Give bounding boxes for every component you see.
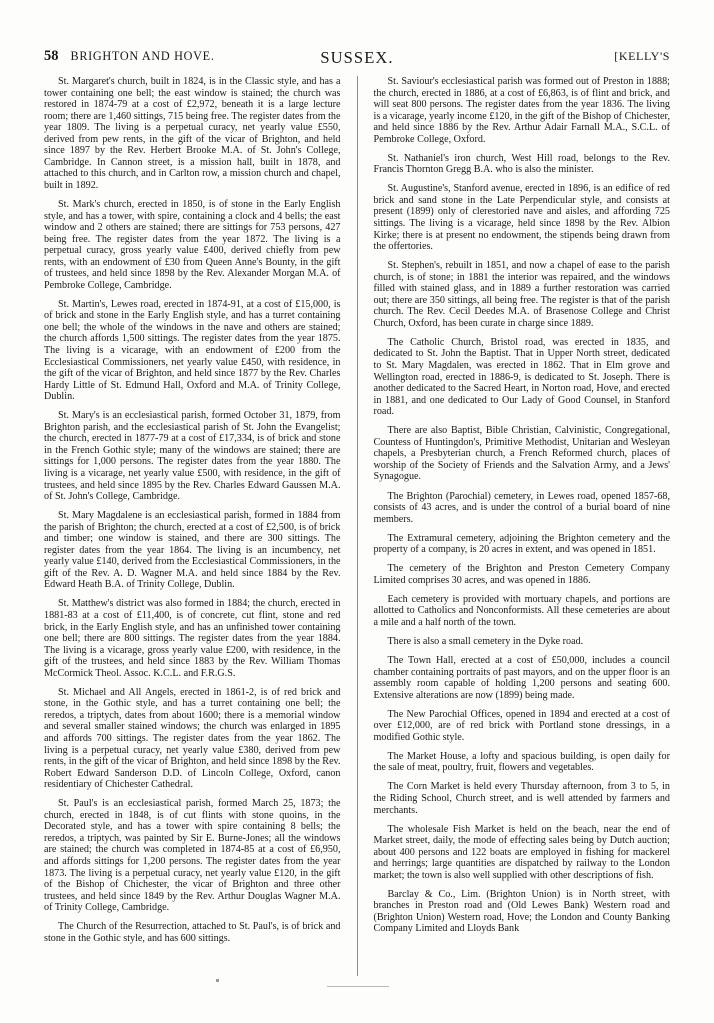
paragraph: The Market House, a lofty and spacious building, is open daily for the sale of meat, poultry, fruit, flowers and vegetables. — [373, 750, 670, 774]
running-head-place: BRIGHTON AND HOVE. — [70, 49, 215, 63]
paragraph: St. Mary's is an ecclesiastical parish, formed October 31, 1879, from Brighton parish, and the ecclesiastical parish of St. John the Evangelist; the church, erected in 1877-79 at a cost of £17,334, is of brick and stone in the French Gothic style; many of the windows are stained; there are sittings for 1,000 persons. The register dates from the year 1880. The living is a vicarage, net yearly value £500, with residence, in the gift of trustees, and held since 1895 by the Rev. Charles Edward Gaussen M.A. of St. John's College, Cambridge. — [44, 410, 341, 503]
running-head-county: SUSSEX. — [320, 48, 394, 67]
paragraph: There is also a small cemetery in the Dyke road. — [387, 635, 584, 647]
paragraph: St. Saviour's ecclesiastical parish was formed out of Preston in 1888; the church, erected in 1886, at a cost of £6,863, is of flint and brick, and will seat 800 persons. The register dates from the year 1836. The living is a vicarage, yearly income £120, in the gift of the Bishop of Chichester, and held since 1886 by the Rev. Arthur Adair Farnall M.A., S.C.L. of Pembroke College, Oxford. — [373, 76, 671, 145]
running-head-publisher: [KELLY'S — [614, 49, 670, 63]
paragraph: The Brighton (Parochial) cemetery, in Lewes road, opened 1857-68, consists of 43 acres, and is under the control of a burial board of nine members. — [373, 490, 670, 525]
column-right — [358, 76, 671, 976]
paragraph: St. Stephen's, rebuilt in 1851, and now a chapel of ease to the parish church, is of stone; in 1881 the interior was repaired, and the windows filled with stained glass, and in 1889 a further restoration was carried out; there are 350 sittings, all being free. The register is that of the parish church. The Rev. Cecil Deedes M.A. of Brasenose College and Christ Church, Oxford, has been curate in charge since 1889. — [373, 260, 670, 329]
paragraph: St. Nathaniel's iron church, West Hill road, belongs to the Rev. Francis Thornton Gregg B.A. who is also the minister. — [373, 152, 670, 176]
paragraph: The New Parochial Offices, opened in 1894 and erected at a cost of over £12,000, are of red brick with Portland stone dressings, in a modified Gothic style. — [373, 708, 670, 743]
paragraph: St. Matthew's district was also formed in 1884; the church, erected in 1881-83 at a cost of £11,400, is of concrete, cut flint, stone and red brick, in the Early English style, and has an unfinished tower containing one bell; there are 800 sittings. The register dates from the year 1884. The living is a vicarage, gross yearly value £200, with residence, in the gift of the trustees, and held since 1883 by the Rev. William Thomas McCormick Theol. Assoc. K.C.L. and F.R.G.S. — [44, 598, 341, 679]
paragraph: St. Mark's church, erected in 1850, is of stone in the Early English style, and has a tower, with spire, containing a clock and 4 bells; the east window and 2 others are stained; there are sittings for 753 persons, 427 being free. The register dates from the year 1872. The living is a perpetual curacy, gross yearly value £400, derived chiefly from pew rents, with an endowment of £30 from Queen Anne's Bounty, in the gift of trustees, and held since 1898 by the Rev. Alexander Morgan M.A. of Pembroke College, Cambridge. — [44, 198, 341, 291]
paragraph: St. Margaret's church, built in 1824, is in the Classic style, and has a tower containing one bell; the east window is stained; the church was restored in 1874-79 at a cost of £2,972, beneath it is a large lecture room; there are 1,460 sittings, 715 being free. The register dates from the year 1809. The living is a perpetual curacy, net yearly value £550, derived from pew rents, in the gift of the vicar of Brighton, and held since 1897 by the Rev. Herbert Brooke M.A. of St. John's College, Cambridge. In Cannon street, is a mission hall, built in 1878, and attached to this church, and in Carlton row, a mission church and chapel, built in 1892. — [44, 76, 341, 191]
page-speck — [216, 979, 219, 982]
paragraph: The Town Hall, erected at a cost of £50,000, includes a council chamber containing portraits of past mayors, and on the upper floor is an assembly room capable of holding 1,200 persons and seating 600. Extensive alterations are now (1899) being made. — [373, 655, 670, 701]
paragraph: The wholesale Fish Market is held on the beach, near the end of Market street, daily, the mode of effecting sales being by Dutch auction; about 400 persons and 122 boats are employed in fishing for mackerel and herrings; large quantities are dispatched by railway to the London market; the town is also well supplied with other descriptions of fish. — [373, 823, 670, 881]
paragraph: The Corn Market is held every Thursday afternoon, from 3 to 5, in the Riding School, Church street, and is well attended by farmers and merchants. — [373, 781, 670, 816]
paragraph: St. Martin's, Lewes road, erected in 1874-91, at a cost of £15,000, is of brick and stone in the Early English style, and has a turret containing one bell; the whole of the windows in the nave and others are stained; the church affords 1,500 sittings. The register dates from the year 1875. The living is a vicarage, with an endowment of £200 from the Ecclesiastical Commissioners, net yearly value £450, with residence, in the gift of the vicar of Brighton, and held since 1877 by the Rev. Charles Hardy Little of St. Edmund Hall, Oxford and M.A. of Trinity College, Dublin. — [44, 298, 341, 403]
footer-rule — [327, 986, 389, 987]
paragraph: St. Augustine's, Stanford avenue, erected in 1896, is an edifice of red brick and sand stone in the Late Perpendicular style, and consists at present (1899) only of clerestoried nave and aisles, and affording 725 sittings. The living is a vicarage, held since 1898 by the Rev. Albion Kirke; there is at present no endowment, the stipends being drawn from the offertories. — [373, 183, 670, 253]
paragraph: Each cemetery is provided with mortuary chapels, and portions are allotted to Catholics and Nonconformists. All these cemeteries are about a mile and a half north of the town. — [373, 593, 670, 628]
running-head-left — [44, 48, 215, 65]
running-head — [44, 48, 670, 70]
paragraph: There are also Baptist, Bible Christian, Calvinistic, Congregational, Countess of Huntingdon's, Primitive Methodist, Unitarian and Wesleyan chapels, a Presbyterian church, a French Reformed church, places of worship of the Society of Friends and the Salvation Army, and a Jews' Synagogue. — [373, 425, 670, 483]
paragraph: St. Michael and All Angels, erected in 1861-2, is of red brick and stone, in the Gothic style, and has a turret containing one bell; the reredos, a triptych, dates from about 1600; there is a memorial window and several smaller stained windows; the church was enlarged in 1895 and affords 700 sittings. The register dates from the year 1862. The living is a perpetual curacy, net yearly value £380, derived from pew rents, in the gift of the vicar of Brighton, and held since 1898 by the Rev. Robert Edward Sanderson D.D. of Lincoln College, Oxford, canon residentiary of Chichester Cathedral. — [44, 686, 341, 791]
paragraph: Barclay & Co., Lim. (Brighton Union) is in North street, with branches in Preston road and (Old Lewes Bank) Western road and (Brighton Union) Western road, Hove; the London and County Banking Company Limited and Lloyds Bank — [373, 888, 670, 935]
paragraph: St. Paul's is an ecclesiastical parish, formed March 25, 1873; the church, erected in 1848, is of cut flints with stone quoins, in the Decorated style, and has a tower with spire containing 8 bells; the reredos, a triptych, was painted by Sir E. Burne-Jones; all the windows are stained; the church was completed in 1874-85 at a cost of £6,950, and affords sittings for 1,200 persons. The register dates from the year 1873. The living is a perpetual curacy, net yearly value £120, in the gift of the Bishop of Chichester, the vicar of Brighton and three other trustees, and held since 1849 by the Rev. Arthur Douglas Wagner M.A. of Trinity College, Cambridge. — [44, 798, 341, 914]
text-columns — [44, 76, 670, 976]
paragraph: The Catholic Church, Bristol road, was erected in 1835, and dedicated to St. John the Baptist. That in Upper North street, dedicated to St. Mary Magdalen, was erected in 1862. That in Elm grove and Wellington road, erected in 1886-9, is dedicated to St. Joseph. There is another dedicated to the Sacred Heart, in Norton road, Hove, and erected in 1881, and one dedicated to Our Lady of Good Counsel, in Stanford road. — [373, 336, 670, 418]
paragraph: The cemetery of the Brighton and Preston Cemetery Company Limited comprises 30 acres, and was opened in 1886. — [373, 563, 670, 586]
paragraph: The Extramural cemetery, adjoining the Brighton cemetery and the property of a company, is 20 acres in extent, and was opened in 1851. — [373, 532, 670, 556]
paragraph: St. Mary Magdalene is an ecclesiastical parish, formed in 1884 from the parish of Brighton; the church, erected at a cost of £2,500, is of brick and timber; one window is stained, and there are 300 sittings. The register dates from the year 1864. The living is an incumbency, net yearly value £140, derived from the Ecclesiastical Commissioners, in the gift of the Rev. A. D. Wagner M.A. and held since 1884 by the Rev. Edward Heath B.A. of Trinity College, Dublin. — [44, 510, 341, 591]
page-number: 58 — [44, 48, 59, 64]
column-left — [44, 76, 358, 976]
paragraph: The Church of the Resurrection, attached to St. Paul's, is of brick and stone in the Gothic style, and has 600 sittings. — [44, 921, 341, 944]
